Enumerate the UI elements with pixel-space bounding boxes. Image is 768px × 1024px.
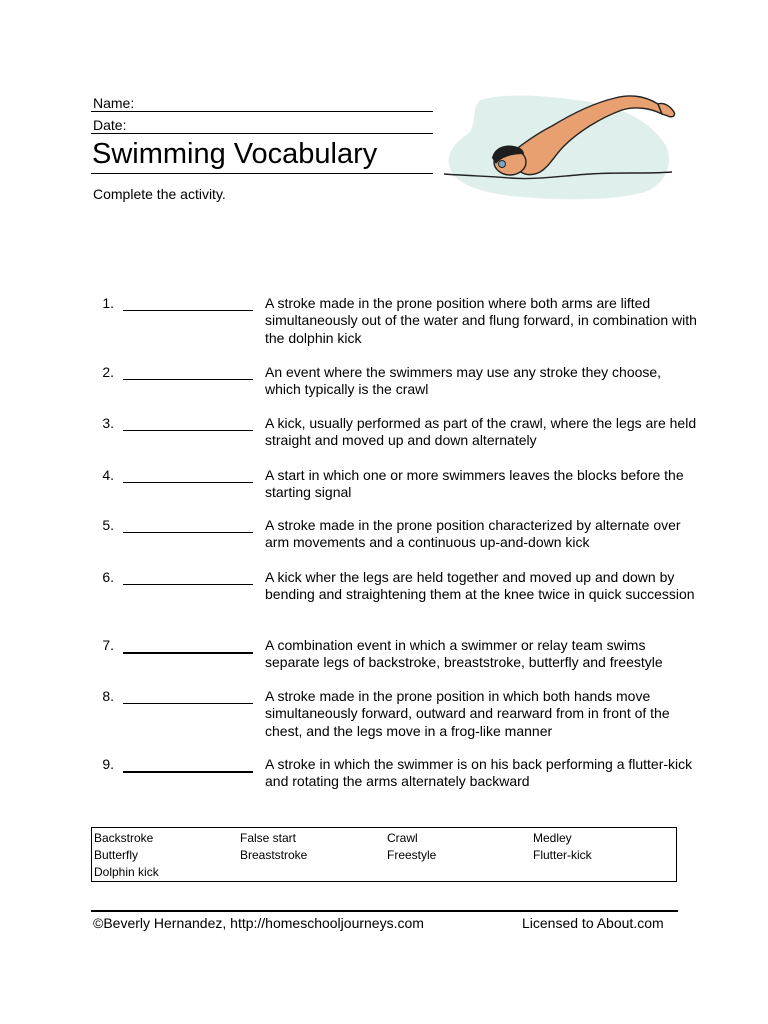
item-definition: A kick wher the legs are held together and moved up and down by bending and straightening them at the knee twice in quick succession xyxy=(265,569,695,603)
item-definition: A combination event in which a swimmer or relay team swims separate legs of backstroke, breaststroke, butterfly and freestyle xyxy=(265,637,663,671)
word-bank-term: False start xyxy=(240,831,297,845)
answer-blank-8[interactable] xyxy=(123,703,253,704)
name-label: Name: xyxy=(93,95,135,111)
item-definition: A stroke made in the prone position in which both hands move simultaneously forward, outward and rearward from in front of the chest, and the legs move in a frog-like manner xyxy=(265,688,670,739)
item-definition: A stroke in which the swimmer is on his back performing a flutter-kick and rotating the arms alternately backward xyxy=(265,756,693,790)
item-number: 4. xyxy=(102,467,114,483)
word-bank-term: Dolphin kick xyxy=(94,865,159,879)
item-definition: A start in which one or more swimmers leaves the blocks before the starting signal xyxy=(265,467,684,501)
word-bank-term: Crawl xyxy=(387,831,418,845)
item-number: 8. xyxy=(102,688,114,704)
item-definition: A kick, usually performed as part of the crawl, where the legs are held straight and moved up and down alternately xyxy=(265,415,697,449)
answer-blank-1[interactable] xyxy=(123,310,253,311)
word-bank-term: Freestyle xyxy=(387,848,437,862)
item-number: 6. xyxy=(102,569,114,585)
word-bank-term: Backstroke xyxy=(94,831,154,845)
item-definition: An event where the swimmers may use any stroke they choose, which typically is the crawl xyxy=(265,364,662,398)
item-number: 3. xyxy=(102,415,114,431)
item-number: 9. xyxy=(102,756,114,772)
page-title: Swimming Vocabulary xyxy=(92,138,378,170)
answer-blank-4[interactable] xyxy=(123,482,253,483)
footer-copyright: ©Beverly Hernandez, http://homeschooljourneys.com xyxy=(93,915,424,931)
goggles-icon xyxy=(499,161,506,168)
date-label: Date: xyxy=(93,117,127,133)
word-bank-term: Butterfly xyxy=(94,848,139,862)
word-bank-term: Flutter-kick xyxy=(533,848,592,862)
name-line[interactable] xyxy=(91,111,433,112)
item-number: 5. xyxy=(102,517,114,533)
word-bank-term: Breaststroke xyxy=(240,848,308,862)
swimmer-hand xyxy=(658,103,675,116)
answer-blank-6[interactable] xyxy=(123,584,253,585)
item-definition: A stroke made in the prone position where both arms are lifted simultaneously out of the water and flung forward, in combination with the dolphin kick xyxy=(265,295,697,346)
item-number: 1. xyxy=(102,295,114,311)
answer-blank-9[interactable] xyxy=(123,771,253,773)
answer-blank-2[interactable] xyxy=(123,379,253,380)
word-bank xyxy=(91,827,677,882)
footer-divider xyxy=(91,910,678,912)
answer-blank-7[interactable] xyxy=(123,652,253,654)
date-line[interactable] xyxy=(91,133,433,134)
footer-license: Licensed to About.com xyxy=(522,915,664,931)
answer-blank-3[interactable] xyxy=(123,430,253,431)
swimmer-illustration xyxy=(440,92,682,204)
title-underline xyxy=(91,173,433,174)
word-bank-term: Medley xyxy=(533,831,572,845)
instructions: Complete the activity. xyxy=(93,186,226,202)
item-definition: A stroke made in the prone position characterized by alternate over arm movements and a continuous up-and-down kick xyxy=(265,517,681,551)
item-number: 2. xyxy=(102,364,114,380)
answer-blank-5[interactable] xyxy=(123,532,253,533)
item-number: 7. xyxy=(102,637,114,653)
